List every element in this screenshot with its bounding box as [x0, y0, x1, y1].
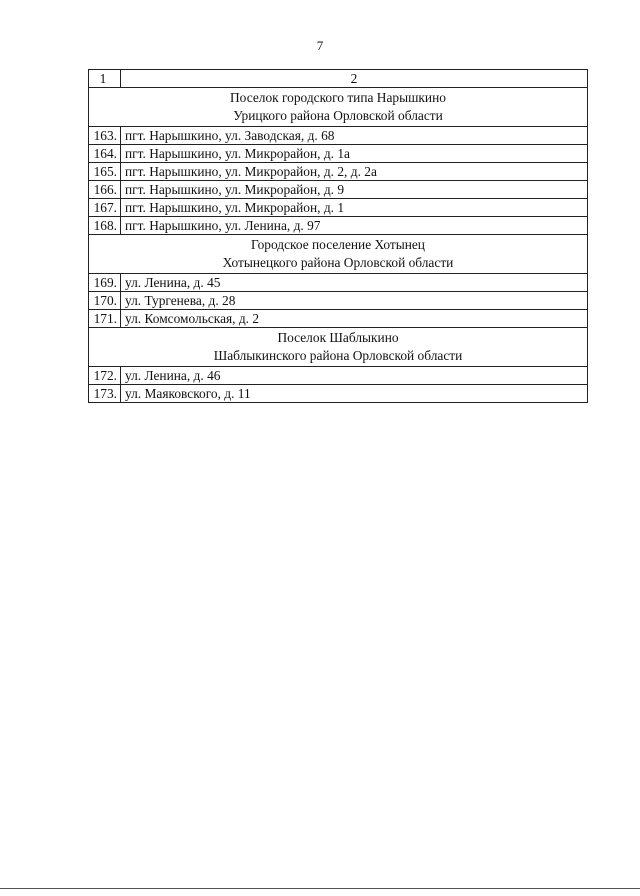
- row-number: 164.: [89, 145, 121, 163]
- section-title-line: Хотынецкого района Орловской области: [222, 255, 454, 270]
- table-row: [89, 310, 588, 328]
- section-title-line: Городское поселение Хотынец: [251, 237, 425, 252]
- row-number: 167.: [89, 199, 121, 217]
- row-number: 173.: [89, 385, 121, 403]
- table-row: [89, 163, 588, 181]
- row-address: пгт. Нарышкино, ул. Микрорайон, д. 2, д. 2а: [121, 163, 588, 181]
- row-address: ул. Ленина, д. 45: [121, 274, 588, 292]
- row-number: 166.: [89, 181, 121, 199]
- header-col-2: 2: [121, 70, 588, 88]
- table-row: [89, 292, 588, 310]
- section-header-row: [89, 328, 588, 367]
- row-address: ул. Тургенева, д. 28: [121, 292, 588, 310]
- section-header-row: [89, 235, 588, 274]
- page-bottom-rule: [0, 888, 640, 889]
- row-address: пгт. Нарышкино, ул. Ленина, д. 97: [121, 217, 588, 235]
- row-number: 172.: [89, 367, 121, 385]
- address-table-body: [89, 70, 588, 403]
- table-row: [89, 199, 588, 217]
- row-address: ул. Маяковского, д. 11: [121, 385, 588, 403]
- table-header-row: [89, 70, 588, 88]
- section-title-line: Урицкого района Орловской области: [233, 108, 443, 123]
- row-address: ул. Ленина, д. 46: [121, 367, 588, 385]
- row-number: 169.: [89, 274, 121, 292]
- row-number: 163.: [89, 127, 121, 145]
- section-title-line: Поселок городского типа Нарышкино: [230, 90, 446, 105]
- table-row: [89, 217, 588, 235]
- row-number: 165.: [89, 163, 121, 181]
- row-address: пгт. Нарышкино, ул. Заводская, д. 68: [121, 127, 588, 145]
- table-row: [89, 145, 588, 163]
- row-number: 168.: [89, 217, 121, 235]
- section-title-line: Поселок Шаблыкино: [277, 330, 399, 345]
- row-address: пгт. Нарышкино, ул. Микрорайон, д. 9: [121, 181, 588, 199]
- section-title: [89, 328, 588, 367]
- section-header-row: [89, 88, 588, 127]
- section-title-line: Шаблыкинского района Орловской области: [213, 348, 463, 363]
- section-title: [89, 235, 588, 274]
- address-table: [88, 69, 588, 403]
- table-row: [89, 367, 588, 385]
- table-row: [89, 385, 588, 403]
- table-row: [89, 181, 588, 199]
- row-address: ул. Комсомольская, д. 2: [121, 310, 588, 328]
- page-number: 7: [316, 38, 324, 53]
- row-number: 170.: [89, 292, 121, 310]
- row-number: 171.: [89, 310, 121, 328]
- row-address: пгт. Нарышкино, ул. Микрорайон, д. 1а: [121, 145, 588, 163]
- table-row: [89, 274, 588, 292]
- row-address: пгт. Нарышкино, ул. Микрорайон, д. 1: [121, 199, 588, 217]
- section-title: [89, 88, 588, 127]
- header-col-1: 1: [89, 70, 121, 88]
- table-row: [89, 127, 588, 145]
